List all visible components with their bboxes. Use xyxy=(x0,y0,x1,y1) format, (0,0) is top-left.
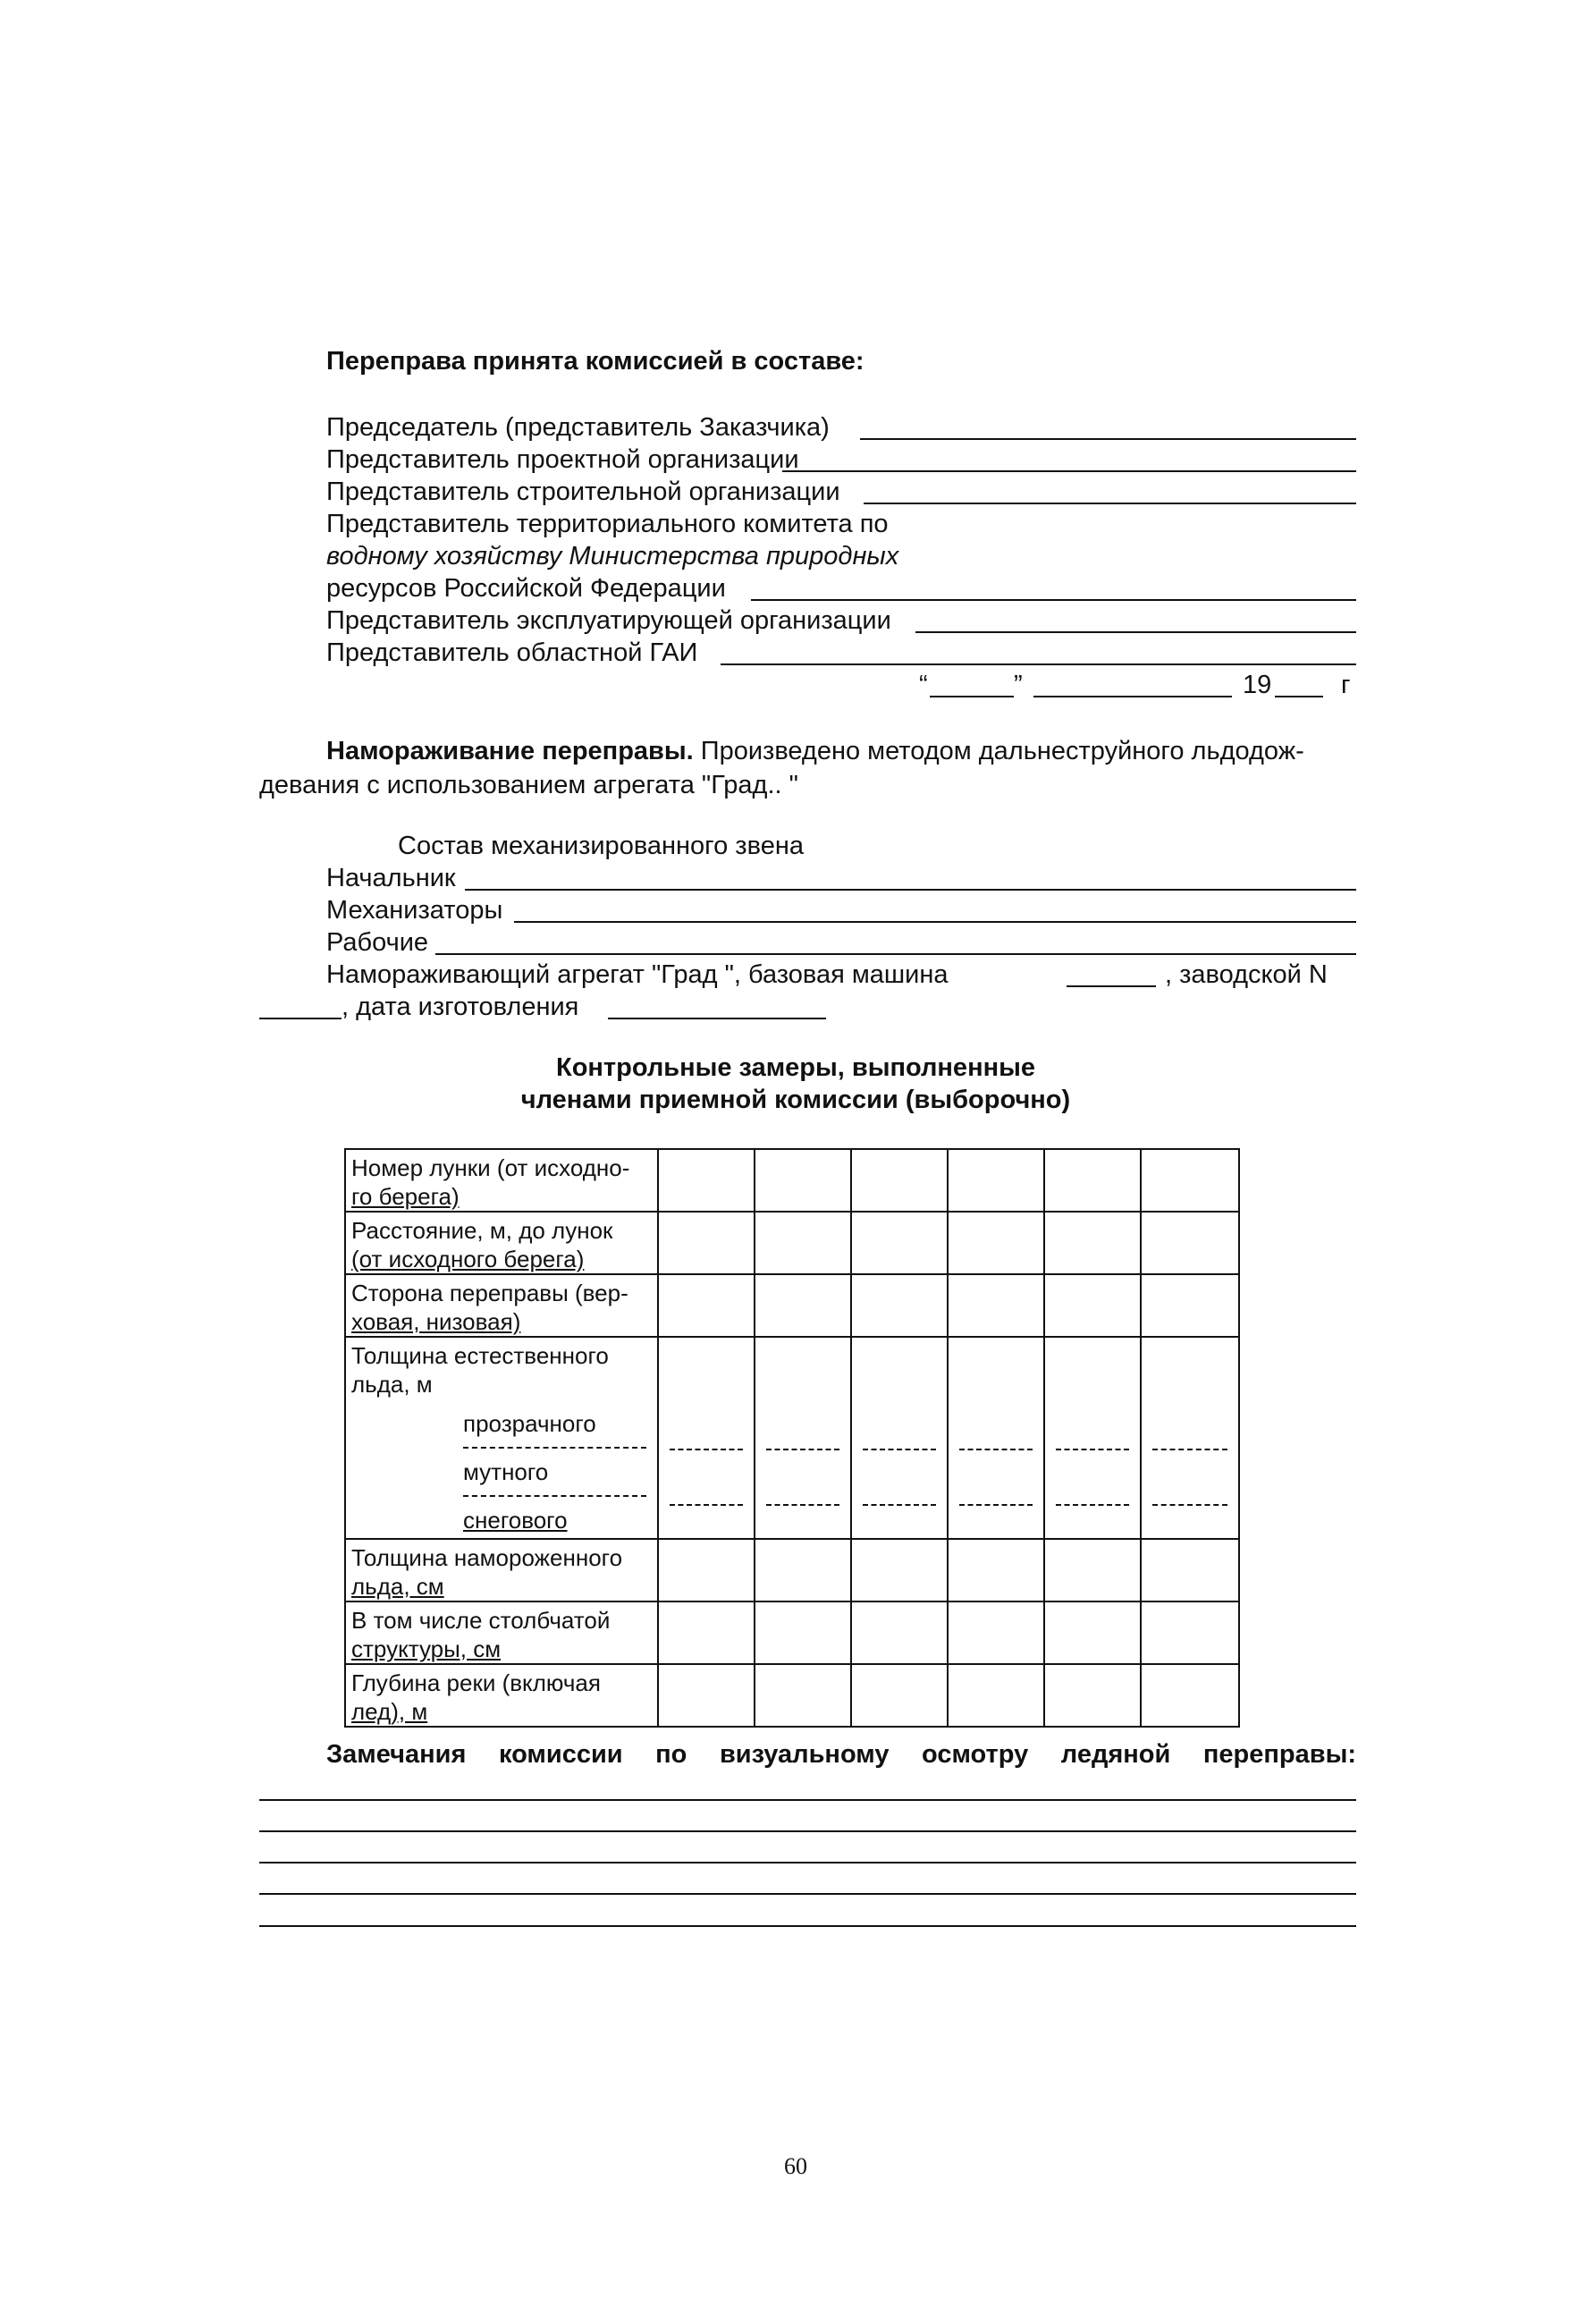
table-cell[interactable] xyxy=(658,1149,755,1212)
freeze-text-1: Произведено методом дальнеструйного льдодож- xyxy=(693,737,1304,765)
build-fill-line xyxy=(864,503,1356,504)
table-cell[interactable] xyxy=(948,1274,1044,1337)
date-month-line xyxy=(1033,696,1232,697)
date-year-line xyxy=(1275,696,1323,697)
table-cell[interactable] xyxy=(1141,1212,1239,1274)
table-cell[interactable] xyxy=(1044,1664,1141,1727)
table-cell[interactable] xyxy=(948,1539,1044,1601)
table-cell[interactable] xyxy=(948,1149,1044,1212)
row-label-hole-number: Номер лунки (от исходно- го берега) xyxy=(345,1149,658,1212)
table-cell[interactable] xyxy=(658,1601,755,1664)
table-row xyxy=(345,1274,1239,1337)
page-number: 60 xyxy=(784,2153,807,2179)
commission-design-rep: Представитель проектной организации xyxy=(326,445,799,474)
table-cell[interactable] xyxy=(1044,1539,1141,1601)
freeze-title: Намораживание переправы. xyxy=(326,737,694,765)
table-row xyxy=(345,1212,1239,1274)
table-cell[interactable] xyxy=(658,1212,755,1274)
table-cell[interactable] xyxy=(755,1664,851,1727)
table-cell[interactable] xyxy=(851,1212,948,1274)
chief-fill-line xyxy=(465,889,1356,891)
table-cell[interactable] xyxy=(948,1337,1044,1539)
serial-fill-line xyxy=(259,1018,342,1019)
table-cell[interactable] xyxy=(851,1601,948,1664)
manufacture-date-fill-line xyxy=(608,1018,826,1019)
measure-title-2: членами приемной комиссии (выборочно) xyxy=(520,1086,1071,1114)
row-label-columnar: В том числе столбчатой структуры, см xyxy=(345,1601,658,1664)
remarks-line-2[interactable] xyxy=(259,1830,1356,1832)
remarks-line-3[interactable] xyxy=(259,1862,1356,1863)
freeze-text-2: девания с использованием агрегата "Град.. " xyxy=(259,771,798,799)
unit-text-c: , дата изготовления xyxy=(342,993,579,1021)
row-label-depth: Глубина реки (включая лед), м xyxy=(345,1664,658,1727)
row-label-frozen-ice: Толщина намороженного льда, см xyxy=(345,1539,658,1601)
table-cell[interactable] xyxy=(755,1539,851,1601)
territorial-fill-line xyxy=(751,599,1356,601)
table-cell[interactable] xyxy=(1044,1601,1141,1664)
table-cell[interactable] xyxy=(658,1337,755,1539)
table-cell[interactable] xyxy=(1141,1664,1239,1727)
commission-territorial-rep-2: водному хозяйству Министерства природных xyxy=(326,542,899,570)
unit-text-a: Намораживающий агрегат "Град ", базовая машина xyxy=(326,960,949,989)
crew-workers: Рабочие xyxy=(326,928,429,957)
table-cell[interactable] xyxy=(658,1664,755,1727)
table-row xyxy=(345,1664,1239,1727)
gai-fill-line xyxy=(721,663,1356,665)
remarks-line-4[interactable] xyxy=(259,1893,1356,1895)
table-row xyxy=(345,1539,1239,1601)
date-day-line xyxy=(930,696,1014,697)
commission-territorial-rep-1: Представитель территориального комитета по xyxy=(326,510,889,538)
crew-title: Состав механизированного звена xyxy=(398,832,804,860)
chairman-fill-line xyxy=(860,438,1356,440)
table-cell[interactable] xyxy=(1141,1539,1239,1601)
measure-title-1: Контрольные замеры, выполненные xyxy=(556,1053,1035,1082)
table-cell[interactable] xyxy=(851,1149,948,1212)
commission-gai-rep: Представитель областной ГАИ xyxy=(326,638,698,667)
table-cell[interactable] xyxy=(755,1601,851,1664)
unit-text-b: , заводской N xyxy=(1165,960,1328,989)
table-cell[interactable] xyxy=(948,1664,1044,1727)
table-cell[interactable] xyxy=(1141,1274,1239,1337)
table-cell[interactable] xyxy=(1044,1212,1141,1274)
table-cell[interactable] xyxy=(948,1601,1044,1664)
commission-chairman: Председатель (представитель Заказчика) xyxy=(326,413,830,442)
operator-fill-line xyxy=(915,631,1356,633)
commission-build-rep: Представитель строительной организации xyxy=(326,477,840,506)
table-cell[interactable] xyxy=(658,1274,755,1337)
base-machine-fill-line xyxy=(1067,985,1156,987)
crew-mechanics: Механизаторы xyxy=(326,896,503,925)
workers-fill-line xyxy=(435,953,1356,955)
table-cell[interactable] xyxy=(755,1337,851,1539)
row-label-side: Сторона переправы (вер- ховая, низовая) xyxy=(345,1274,658,1337)
table-row xyxy=(345,1337,1239,1539)
table-cell[interactable] xyxy=(755,1149,851,1212)
table-cell[interactable] xyxy=(851,1337,948,1539)
table-row xyxy=(345,1149,1239,1212)
table-cell[interactable] xyxy=(851,1664,948,1727)
date-quote-open: “ xyxy=(919,671,928,699)
commission-territorial-rep-3: ресурсов Российской Федерации xyxy=(326,574,726,603)
table-cell[interactable] xyxy=(851,1539,948,1601)
freeze-line-1 xyxy=(326,735,1304,767)
table-row xyxy=(345,1601,1239,1664)
design-fill-line xyxy=(782,470,1356,472)
table-cell[interactable] xyxy=(1141,1337,1239,1539)
date-year-prefix: 19 xyxy=(1243,671,1272,699)
table-cell[interactable] xyxy=(1044,1274,1141,1337)
table-cell[interactable] xyxy=(851,1274,948,1337)
remarks-title: Замечания комиссии по визуальному осмотру ледяной переправы: xyxy=(326,1740,1356,1769)
table-cell[interactable] xyxy=(1044,1149,1141,1212)
table-cell[interactable] xyxy=(948,1212,1044,1274)
date-quote-close: ” xyxy=(1014,671,1023,699)
date-year-suffix: г xyxy=(1341,671,1351,699)
table-cell[interactable] xyxy=(658,1539,755,1601)
table-cell[interactable] xyxy=(1141,1149,1239,1212)
table-cell[interactable] xyxy=(1141,1601,1239,1664)
row-label-distance: Расстояние, м, до лунок (от исходного берега) xyxy=(345,1212,658,1274)
commission-heading: Переправа принята комиссией в составе: xyxy=(326,347,864,376)
remarks-line-5[interactable] xyxy=(259,1925,1356,1927)
measurements-table xyxy=(344,1148,1240,1728)
table-cell[interactable] xyxy=(755,1212,851,1274)
remarks-line-1[interactable] xyxy=(259,1799,1356,1801)
mechanics-fill-line xyxy=(514,921,1356,923)
table-cell[interactable] xyxy=(755,1274,851,1337)
crew-chief: Начальник xyxy=(326,864,456,892)
commission-operator-rep: Представитель эксплуатирующей организации xyxy=(326,606,891,635)
table-cell[interactable] xyxy=(1044,1337,1141,1539)
row-label-natural-ice: Толщина естественного льда, м прозрачного мутного снегового xyxy=(345,1337,658,1539)
